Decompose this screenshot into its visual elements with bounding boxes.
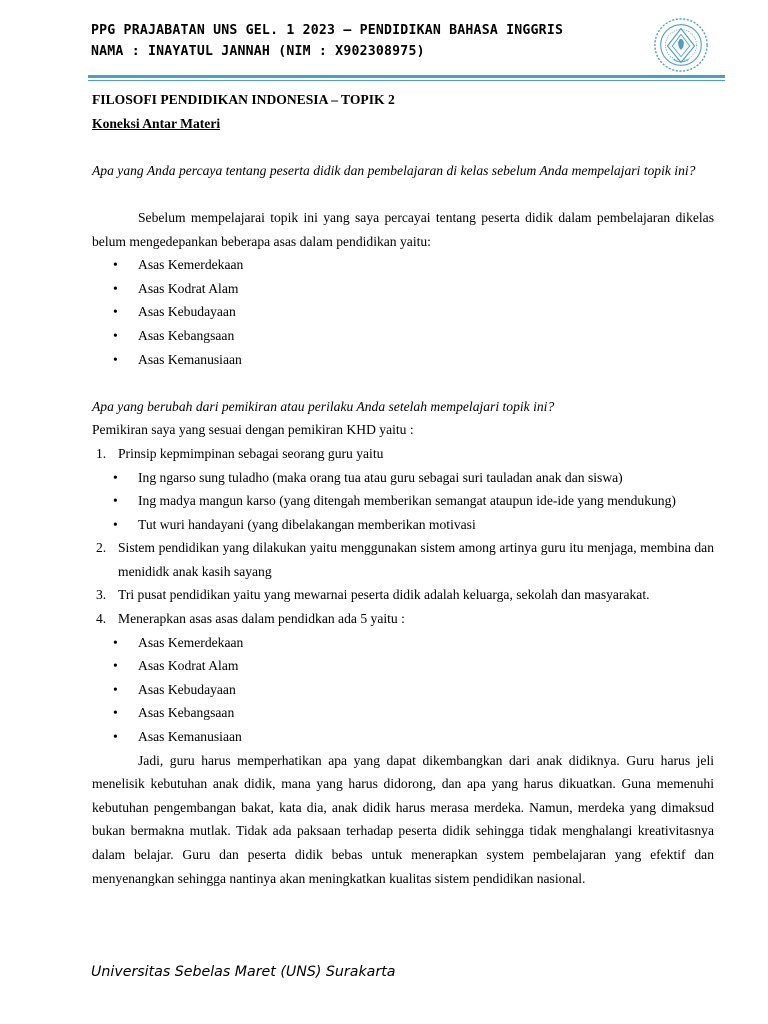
list-item: • Asas Kemerdekaan [92, 631, 714, 655]
section-subtitle: Koneksi Antar Materi [92, 115, 221, 131]
leadership-principles-list [92, 466, 714, 537]
numbered-item-4 [92, 607, 714, 631]
list-item: • Asas Kebudayaan [92, 300, 714, 324]
header-line-1: PPG PRAJABATAN UNS GEL. 1 2023 – PENDIDIKAN BAHASA INGGRIS [91, 23, 564, 38]
list-item: • Asas Kodrat Alam [92, 654, 714, 678]
uns-seal-icon [652, 16, 710, 74]
list-item: • Asas Kebangsaan [92, 701, 714, 725]
item-text: Sistem pendidikan yang dilakukan yaitu menggunakan sistem among artinya guru itu menjaga, membina dan menididk anak kasih sayang [118, 540, 714, 579]
list-item: • Asas Kebangsaan [92, 324, 714, 348]
asas-list-2 [92, 631, 714, 749]
question-1: Apa yang Anda percaya tentang peserta didik dan pembelajaran di kelas sebelum Anda mempelajari topik ini? [92, 162, 696, 178]
paragraph-2: Pemikiran saya yang sesuai dengan pemikiran KHD yaitu : [92, 422, 414, 438]
numbered-list-continued [92, 536, 714, 630]
item-text: Menerapkan asas asas dalam pendidkan ada 5 yaitu : [118, 611, 405, 627]
paragraph-1: Sebelum mempelajarai topik ini yang saya percayai tentang peserta didik dalam pembelajaran dikelas belum mengedepankan beberapa asas dalam pendidikan yaitu: [92, 209, 714, 249]
asas-list-1 [92, 253, 714, 371]
list-item: • Asas Kemerdekaan [92, 253, 714, 277]
item-number: 3. [96, 587, 107, 603]
header-line-2: NAMA : INAYATUL JANNAH (NIM : X902308975) [91, 44, 425, 59]
list-item: • Ing madya mangun karso (yang ditengah memberikan semangat ataupun ide-ide yang mendukung) [92, 489, 714, 513]
document-body [92, 88, 714, 890]
numbered-list [92, 442, 714, 466]
header-rule-thin [88, 80, 725, 81]
numbered-item-3 [92, 583, 714, 607]
item-text: Prinsip kepmimpinan sebagai seorang guru yaitu [118, 445, 384, 461]
header-rule-thick [88, 75, 725, 78]
document-footer: Universitas Sebelas Maret (UNS) Surakarta [91, 964, 396, 980]
numbered-item-2 [92, 536, 714, 583]
document-title: FILOSOFI PENDIDIKAN INDONESIA – TOPIK 2 [92, 92, 395, 107]
paragraph-3: Jadi, guru harus memperhatikan apa yang dapat dikembangkan dari anak didiknya. Guru harus jeli menelisik kebutuhan anak didik, mana yang harus didorong, dan apa yang harus dikuatkan. Guna memenuhi kebutuhan pengembangan bakat, kata dia, anak didik harus merasa merdeka. Namun, merdeka yang dimaksud bukan bermakna mutlak. Tidak ada paksaan terhadap peserta didik sehingga tidak menghalangi kreativitasnya dalam belajar. Guru dan peserta didik bebas untuk menerapkan system pembelajaran yang efektif dan menyenangkan sehingga nantinya akan meningkatkan kualitas sistem pendidikan nasional. [92, 752, 714, 886]
item-number: 4. [96, 611, 107, 627]
document-header [91, 20, 631, 62]
item-text: Tri pusat pendidikan yaitu yang mewarnai peserta didik adalah keluarga, sekolah dan masyarakat. [118, 587, 650, 603]
item-number: 2. [96, 540, 107, 556]
list-item: • Asas Kemanusiaan [92, 348, 714, 372]
question-2: Apa yang berubah dari pemikiran atau perilaku Anda setelah mempelajari topik ini? [92, 398, 555, 414]
list-item: • Ing ngarso sung tuladho (maka orang tua atau guru sebagai suri tauladan anak dan siswa) [92, 466, 714, 490]
item-number: 1. [96, 445, 107, 461]
list-item: • Asas Kemanusiaan [92, 725, 714, 749]
numbered-item-1 [92, 442, 714, 466]
list-item: • Asas Kebudayaan [92, 678, 714, 702]
list-item: • Tut wuri handayani (yang dibelakangan memberikan motivasi [92, 513, 714, 537]
list-item: • Asas Kodrat Alam [92, 277, 714, 301]
